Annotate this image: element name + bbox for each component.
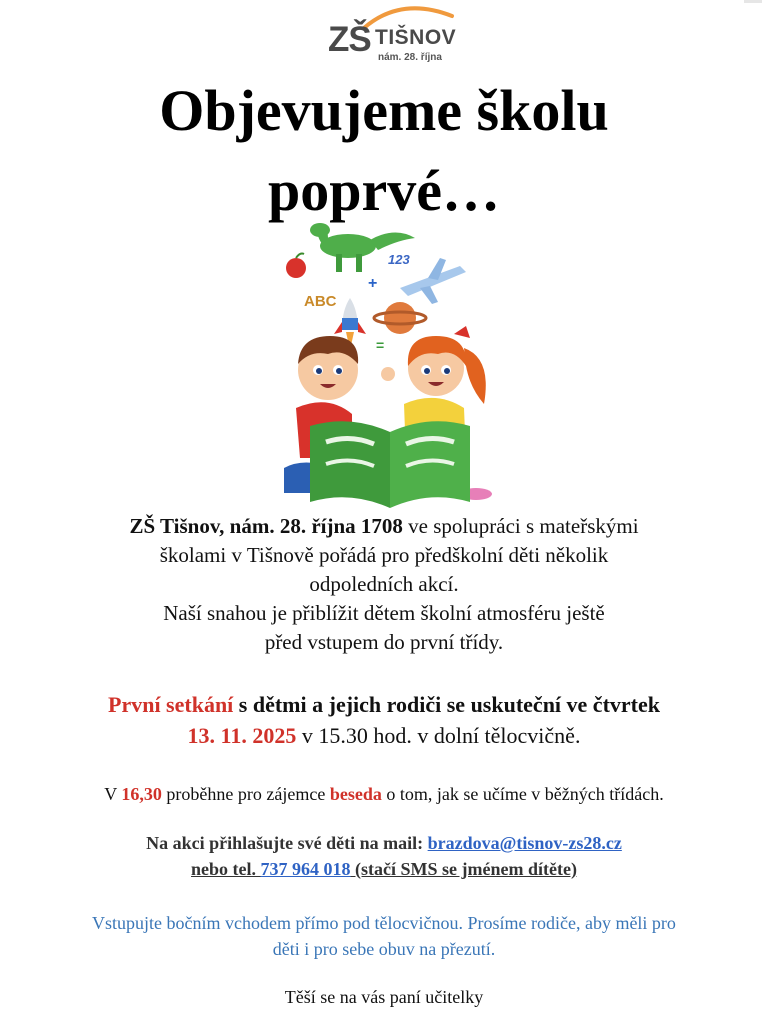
event-paragraph [40, 689, 728, 751]
logo-mark: ZŠ [328, 20, 371, 59]
intro-text-3: odpoledních akcí. [309, 572, 459, 596]
page-title-line-1: Objevujeme školu [159, 78, 609, 143]
logo-address: nám. 28. října [378, 52, 442, 63]
event-date: 13. 11. 2025 [187, 723, 297, 748]
abc-letters: ABC [304, 293, 337, 310]
intro-text-2: školami v Tišnově pořádá pro předškolní děti několik [159, 543, 609, 567]
talk-paragraph [40, 781, 728, 807]
intro-text-1: ve spolupráci s mateřskými [402, 514, 639, 538]
contact-paragraph [40, 830, 728, 882]
intro-text-5: před vstupem do první třídy. [264, 630, 504, 654]
talk-word: beseda [329, 784, 382, 804]
intro-paragraph [40, 512, 728, 657]
signature: Těší se na vás paní učitelky [284, 987, 484, 1007]
school-name: ZŠ Tišnov, nám. 28. října 1708 [129, 514, 403, 538]
phone-label: nebo tel. [191, 859, 261, 879]
entry-text-1: Vstupujte bočním vchodem přímo pod tělocvičnou. Prosíme rodiče, aby měli pro [92, 913, 676, 933]
children-reading-illustration [270, 218, 510, 508]
phone-link[interactable]: 737 964 018 [260, 859, 351, 879]
email-link[interactable]: brazdova@tisnov-zs28.cz [427, 833, 622, 853]
planet-icon [374, 302, 426, 334]
equals-sign: = [376, 337, 385, 353]
event-text: s dětmi a jejich rodiči se uskuteční ve čtvrtek [233, 692, 660, 717]
talk-mid: proběhne pro zájemce [161, 784, 330, 804]
talk-time: 16,30 [121, 784, 162, 804]
talk-rest: o tom, jak se učíme v běžných třídách. [381, 784, 664, 804]
event-highlight: První setkání [108, 692, 234, 717]
entry-instructions [30, 910, 738, 962]
corner-mark [744, 0, 762, 3]
airplane-icon [400, 258, 466, 304]
entry-text-2: děti i pro sebe obuv na přezutí. [272, 939, 496, 959]
contact-label: Na akci přihlašujte své děti na mail: [146, 833, 428, 853]
page-title-line-2: poprvé… [268, 158, 500, 223]
intro-text-4: Naší snahou je přiblížit dětem školní atmosféru ještě [163, 601, 605, 625]
sms-note: (stačí SMS se jménem dítěte) [350, 859, 577, 879]
logo-name: TIŠNOV [375, 26, 457, 49]
numbers-text: 123 [388, 252, 410, 267]
apple-icon [286, 254, 306, 279]
school-logo [326, 2, 457, 68]
green-book [310, 421, 470, 508]
plus-sign: + [368, 275, 378, 292]
talk-prefix: V [104, 784, 122, 804]
event-time-place: v 15.30 hod. v dolní tělocvičně. [296, 723, 581, 748]
